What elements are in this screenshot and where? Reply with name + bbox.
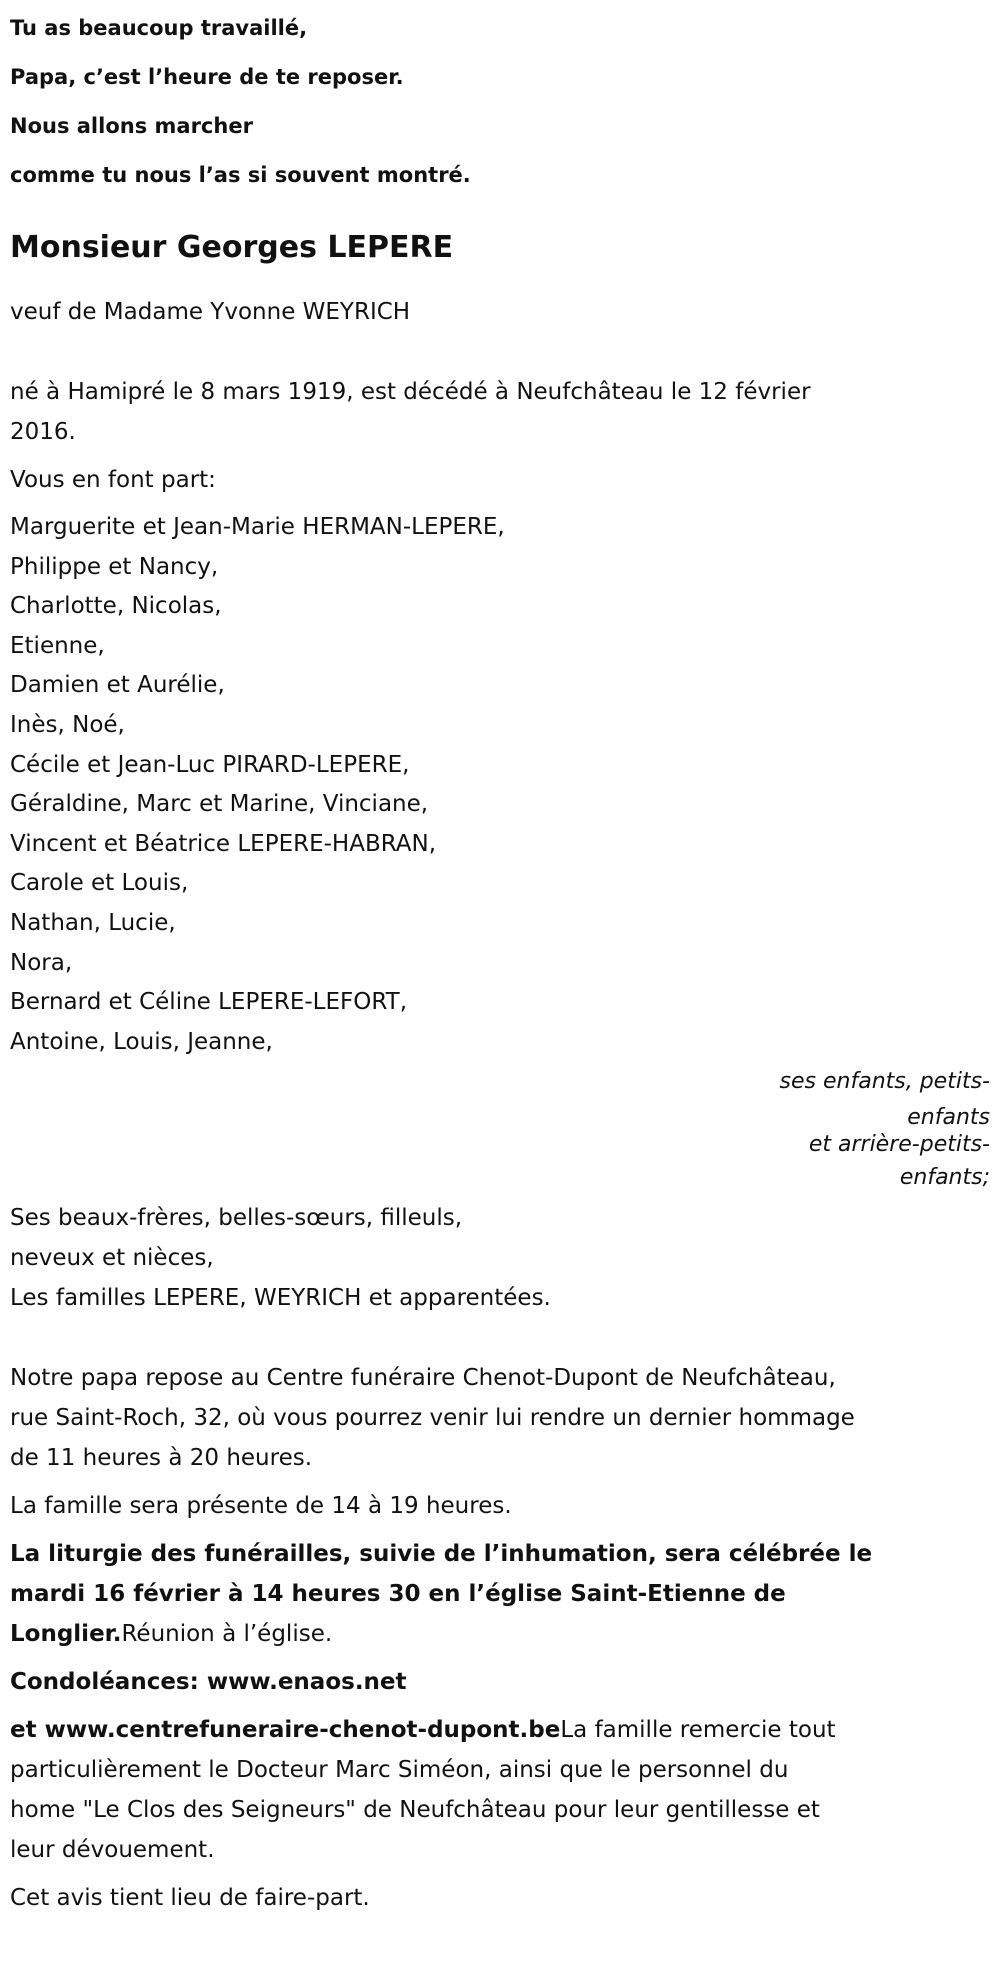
poem [10, 4, 990, 200]
thanks-line: leur dévouement. [10, 1837, 215, 1864]
family-item: Marguerite et Jean-Marie HERMAN-LEPERE, [10, 514, 505, 540]
relation-line: et arrière-petits- [808, 1132, 990, 1158]
relation-line: enfants; [899, 1165, 990, 1191]
family-item: Inès, Noé, [10, 711, 125, 738]
thanks [10, 1710, 990, 1870]
poem-line: Papa, c’est l’heure de te reposer. [10, 65, 404, 89]
presence: La famille sera présente de 14 à 19 heures. [10, 1493, 512, 1520]
relation-line: enfants [907, 1105, 990, 1131]
deceased-name: Monsieur Georges LEPERE [10, 230, 454, 265]
birth-line: 2016. [10, 419, 76, 445]
family-item: Géraldine, Marc et Marine, Vinciane, [10, 791, 429, 818]
announce: Vous en font part: [10, 467, 216, 493]
widow-line: veuf de Madame Yvonne WEYRICH [10, 299, 411, 325]
family-item: Carole et Louis, [10, 870, 189, 897]
family-item: Bernard et Céline LEPERE-LEFORT, [10, 989, 408, 1016]
relation-line: ses enfants, petits- [779, 1069, 990, 1095]
thanks-line: La famille remercie tout [560, 1717, 836, 1744]
family-item: Damien et Aurélie, [10, 672, 225, 699]
funeral-line: Longlier. [10, 1621, 122, 1648]
family-item: Charlotte, Nicolas, [10, 593, 222, 620]
obituary [10, 0, 990, 1918]
family-item: Vincent et Béatrice LEPERE-HABRAN, [10, 830, 437, 857]
rest-line: rue Saint-Roch, 32, où vous pourrez venir lui rendre un dernier hommage [10, 1405, 855, 1432]
poem-line: Nous allons marcher [10, 114, 253, 138]
family-item: Antoine, Louis, Jeanne, [10, 1028, 273, 1055]
resting-place [10, 1358, 990, 1478]
other-line: Ses beaux-frères, belles-sœurs, filleuls, [10, 1205, 463, 1232]
family-item: Etienne, [10, 632, 105, 659]
family-item: Nathan, Lucie, [10, 909, 176, 936]
thanks-line: home "Le Clos des Seigneurs" de Neufchâteau pour leur gentillesse et [10, 1797, 820, 1824]
relation [10, 1062, 990, 1198]
family-item: Cécile et Jean-Luc PIRARD-LEPERE, [10, 751, 410, 778]
poem-line: comme tu nous l’as si souvent montré. [10, 163, 471, 187]
family-list [10, 508, 990, 1062]
thanks-line: particulièrement le Docteur Marc Siméon, ainsi que le personnel du [10, 1757, 789, 1784]
rest-line: Notre papa repose au Centre funéraire Chenot-Dupont de Neufchâteau, [10, 1365, 836, 1392]
rest-line: de 11 heures à 20 heures. [10, 1445, 313, 1472]
poem-line: Tu as beaucoup travaillé, [10, 16, 308, 40]
closing: Cet avis tient lieu de faire-part. [10, 1885, 370, 1912]
reunion: Réunion à l’église. [121, 1621, 333, 1648]
family-item: Philippe et Nancy, [10, 553, 219, 580]
other-line: neveux et nièces, [10, 1245, 214, 1272]
family-item: Nora, [10, 949, 73, 976]
funeral-info [10, 1534, 990, 1654]
other-line: Les familles LEPERE, WEYRICH et apparentées. [10, 1285, 551, 1312]
birth-line: né à Hamipré le 8 mars 1919, est décédé à Neufchâteau le 12 février [10, 379, 811, 405]
birth-death [10, 372, 990, 452]
funeral-line: mardi 16 février à 14 heures 30 en l’église Saint-Etienne de [10, 1581, 786, 1608]
funeral-line: La liturgie des funérailles, suivie de l’inhumation, sera célébrée le [10, 1541, 873, 1568]
other-relatives [10, 1198, 990, 1318]
condolences-link[interactable]: Condoléances: www.enaos.net [10, 1669, 407, 1696]
website-link[interactable]: et www.centrefuneraire-chenot-dupont.be [10, 1717, 561, 1744]
